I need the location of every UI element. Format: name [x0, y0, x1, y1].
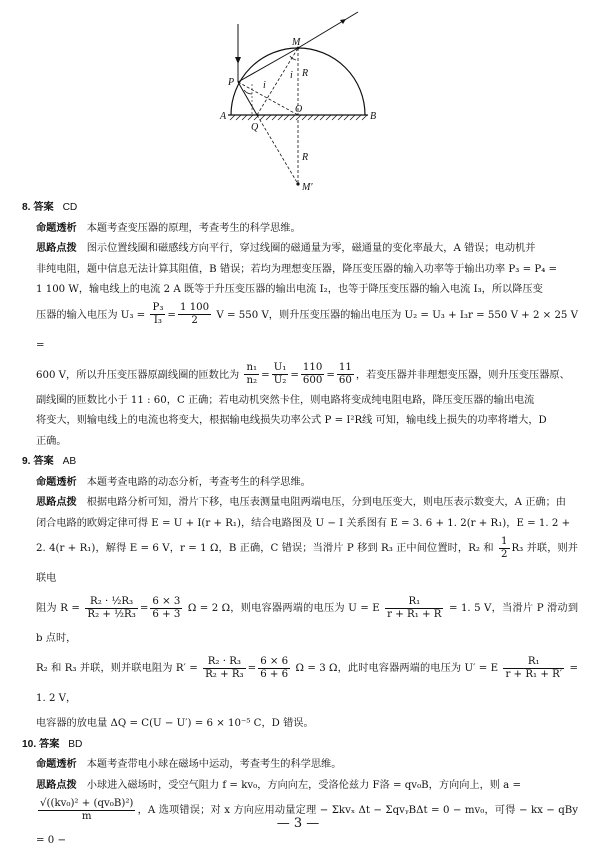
frac-half: $\frac{1}{2}$ — [501, 535, 508, 560]
q9-hint-label: 思路点拨 — [36, 497, 77, 508]
label-O: O — [295, 104, 303, 115]
frac-11-60: $\frac{11}{60}$ — [338, 362, 352, 386]
frac-110-600: $\frac{110}{600}$ — [302, 362, 323, 386]
q9-hint — [36, 493, 578, 514]
frac-u1: $\frac{\text{R₁}}{\text{r + R₁ + R}}$ — [387, 595, 442, 620]
q10-intent-label: 命题透析 — [36, 759, 77, 770]
q8-intent-text: 本题考查变压器的原理，考查考生的科学思维。 — [86, 222, 301, 234]
q9-line-1: 闭合电路的欧姆定律可得 E = U + I(r + R₁)，结合电路图及 U − I 关系图有 E = 3. 6 + 1. 2(r + R₁)，E = 1. 2 + — [36, 517, 571, 529]
q9-line-0: 根据电路分析可知，滑片下移，电压表测量电阻两端电压，分到电压变大，则电压表示数变大，A 正确；由 — [86, 497, 566, 508]
frac-p3-i3: $\frac{\text{P₃}}{\text{I₃}}$ — [152, 302, 164, 326]
q9-line-2: 2. 4(r + R₁)，解得 E = 6 V，r = 1 Ω，B 正确，C 错误；当滑片 P 移到 R₃ 正中间位置时，R₂ 和 $\frac{1}{2}$ R₃ 并联，则并联电 — [36, 535, 578, 584]
frac-rr: $\frac{\text{R₂ · R₃}}{\text{R₂ + R₃}}$ — [205, 655, 244, 680]
q10-hint-label: 思路点拨 — [36, 779, 77, 791]
frac-6x3: $\frac{6 \times 3}{6 + 3}$ — [152, 595, 181, 620]
q8-number: 8. — [22, 202, 31, 213]
label-i-top: i — [290, 70, 293, 81]
frac-1100-2: $\frac{1 100}{2}$ — [179, 302, 210, 326]
q9-intent-label: 命题透析 — [36, 476, 77, 488]
label-R-bottom: R — [302, 152, 309, 163]
label-i-mid: i — [263, 80, 266, 91]
q8-hint-label: 思路点拨 — [36, 243, 77, 254]
q9-line-7: R₂ 和 R₃ 并联，则并联电阻为 R′ = $\frac{\text{R₂ · R₃}}{\text{R₂ + R₃}}$ = $\frac{6 \times 6}{6 + 6}$ Ω = 3 Ω，此时电容器两端的电压为 U′ = E $\frac{\text{R₁}}{\text{r + R₁ + R′}}$ = 1. 2 V， — [36, 655, 578, 704]
label-Q: Q — [251, 122, 259, 133]
label-R-top: R — [302, 68, 309, 79]
frac-u1-u2: $\frac{\text{U₁}}{\text{U₂}}$ — [273, 362, 287, 386]
q8-line-2: 1 100 W，输电线上的电流 2 A 既等于升压变压器的输出电流 I₂，也等于降压变压器的输入电流 I₃，所以降压变 — [36, 284, 543, 295]
q8-line-5: 600 V，所以升压变压器原副线圈的匝数比为 $\frac{\text{n₁}}{\text{n₂}}$ = $\frac{\text{U₁}}{\text{U₂}}$ = $\frac{110}{600}$ = $\frac{11}{60}$ ，若变压器并非理想变压器，则升压变压器原、 — [36, 362, 570, 386]
q9-answer: AB — [62, 456, 77, 467]
frac-6x6: $\frac{6 \times 6}{6 + 6}$ — [260, 655, 289, 680]
label-M-prime: M′ — [302, 182, 313, 192]
page-number: — 3 — — [276, 816, 320, 831]
q8-line-0: 图示位置线圈和磁感线方向平行，穿过线圈的磁通量为零，磁通量的变化率最大，A 错误；电动机并 — [86, 243, 536, 254]
q10-line-1: $\frac{\text{√((kv₀)² + (qv₀B)²)}}{m}$ ，A 选项错误；对 x 方向应用动量定理 − Σkvₓ Δt − ΣqvᵧBΔt = 0 − mv₀，可得 − kx − qBy = 0 − — [36, 797, 578, 846]
q10-intent — [36, 755, 578, 776]
q8-line-3: 压器的输入电压为 U₃ = $\frac{\text{P₃}}{\text{I₃}}$ = $\frac{1 100}{2}$ V = 550 V，则升压变压器的输出电压为 U₂ = U₃ + I₃r = 550 V + 2 × 25 V = — [36, 302, 579, 351]
label-P: P — [228, 77, 235, 88]
q8-answer-label: 答案 — [33, 202, 54, 213]
frac-u2: $\frac{\text{R₁}}{\text{r + R₁ + R′}}$ — [505, 655, 563, 680]
q10-answer-label: 答案 — [39, 738, 60, 750]
q8-hint — [36, 239, 578, 260]
optics-figure — [200, 2, 400, 192]
label-B: B — [370, 111, 377, 122]
q8-line-1: 非纯电阻，题中信息无法计算其阻值，B 错误；若均为理想变压器，降压变压器的输入功率等于输出功率 P₃ = P₄ = — [36, 263, 558, 275]
q9-intent-text: 本题考查电路的动态分析，考查考生的科学思维。 — [86, 476, 311, 488]
q10-hint — [36, 776, 578, 797]
q8-line-7: 副线圈的匝数比小于 11 : 60，C 正确；若电动机突然卡住，则电路将变成纯电阻电路，降压变压器的输出电流 — [36, 394, 535, 406]
q10-answer: BD — [68, 738, 83, 750]
solutions — [22, 198, 578, 856]
q10-line-0: 小球进入磁场时，受空气阻力 f = kv₀，方向向左，受洛伦兹力 F洛 = qv₀B，方向向上，则 a = — [86, 779, 522, 791]
q8-intent — [36, 219, 578, 240]
q9-line-4: 阻为 R = $\frac{\text{R₂ · ½R₃}}{\text{R₂ + ½R₃}}$ = $\frac{6 \times 3}{6 + 3}$ Ω = 2 Ω，则电容器两端的电压为 U = E $\frac{\text{R₁}}{\text{r + R₁ + R}}$ = 1. 5 V，当滑片 P 滑动到 b 点时， — [36, 595, 579, 644]
q9-intent — [36, 473, 578, 494]
q8-line-9: 正确。 — [36, 435, 67, 447]
label-M: M — [292, 37, 301, 48]
q8-line-8: 将变大，则输电线上的电流也将变大，根据输电线损失功率公式 P = I²R线 可知，输电线上损失的功率将增大，D — [36, 415, 547, 426]
q8-answer: CD — [62, 202, 78, 213]
semicircle-diagram — [200, 2, 400, 192]
frac-a: $\frac{\text{√((kv₀)² + (qv₀B)²)}}{m}$ — [40, 797, 134, 822]
frac-r: $\frac{\text{R₂ · ½R₃}}{\text{R₂ + ½R₃}}$ — [87, 595, 136, 620]
q8-intent-label: 命题透析 — [36, 222, 77, 234]
q8-header — [22, 198, 578, 219]
q10-intent-text: 本题考查带电小球在磁场中运动，考查考生的科学思维。 — [86, 759, 342, 770]
label-A: A — [220, 111, 227, 122]
q9-header — [22, 452, 578, 473]
q9-number: 9. — [22, 456, 31, 467]
frac-n1-n2: $\frac{\text{n₁}}{\text{n₂}}$ — [246, 362, 258, 386]
q10-number: 10. — [22, 738, 37, 750]
q9-answer-label: 答案 — [33, 456, 54, 467]
q9-line-10: 电容器的放电量 ΔQ = C(U − U′) = 6 × 10⁻⁵ C，D 错误。 — [36, 718, 314, 729]
q10-header — [22, 735, 578, 756]
